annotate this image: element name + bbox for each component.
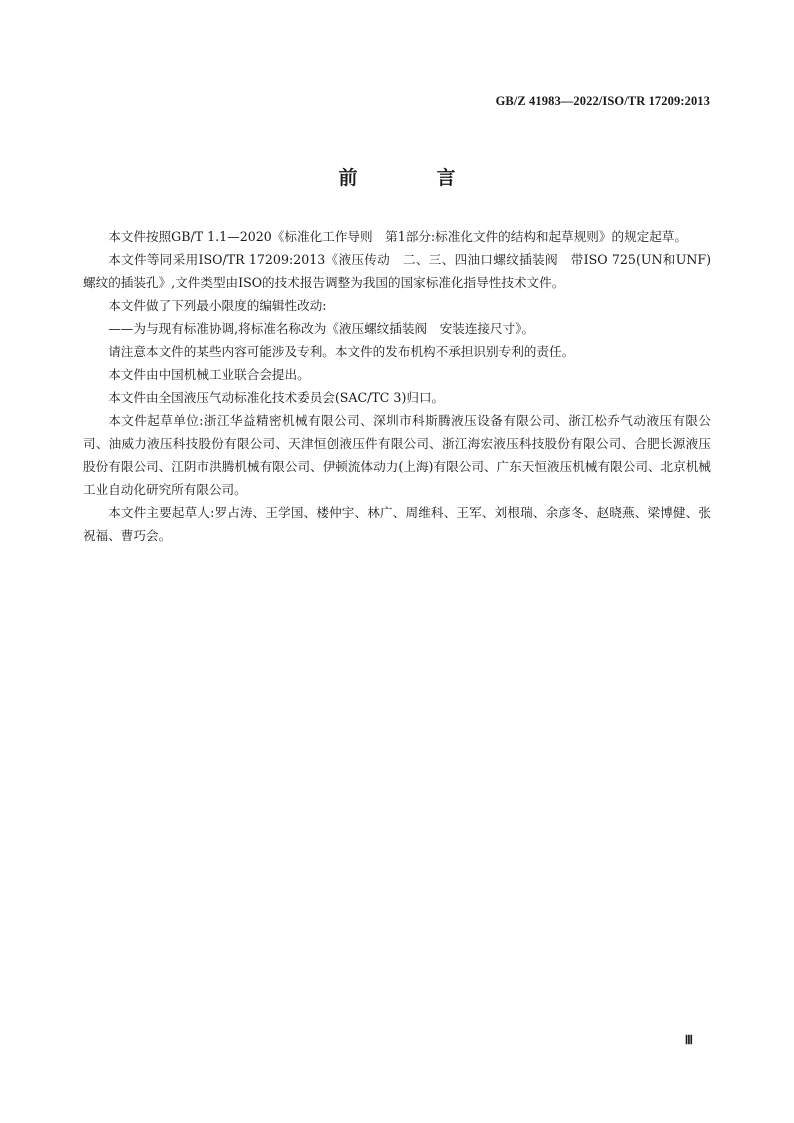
paragraph-drafters: 本文件主要起草人:罗占涛、王学国、楼仲宇、林广、周维科、王军、刘根瑞、余彦冬、赵晓燕、梁博健、张祝福、曹巧会。 [83,505,711,543]
page-number: Ⅲ [684,1033,693,1047]
paragraph-drafting-units: 本文件起草单位:浙江华益精密机械有限公司、深圳市科斯腾液压设备有限公司、浙江松乔气动液压有限公司、油威力液压科技股份有限公司、天津恒创液压件有限公司、浙江海宏液压科技股份有限公司、合肥长源液压股份有限公司、江阴市洪腾机械有限公司、伊顿流体动力(上海)有限公司、广东天恒液压机械有限公司、北京机械工业自动化研究所有限公司。 [83,413,711,497]
paragraph-name-change: ——为与现有标准协调,将标准名称改为《液压螺纹插装阀 安装连接尺寸》。 [108,321,535,336]
paragraph-editorial-changes: 本文件做了下列最小限度的编辑性改动: [108,298,327,313]
paragraph-committee: 本文件由全国液压气动标准化技术委员会(SAC/TC 3)归口。 [108,390,445,405]
foreword-body [83,225,711,547]
document-code: GB/Z 41983—2022/ISO/TR 17209:2013 [495,94,710,108]
page-title: 前 言 [338,167,486,189]
paragraph-drafting-rules: 本文件按照GB/T 1.1—2020《标准化工作导则 第1部分:标准化文件的结构和起草规则》的规定起草。 [108,229,688,244]
paragraph-patent-notice: 请注意本文件的某些内容可能涉及专利。本文件的发布机构不承担识别专利的责任。 [108,344,575,359]
paragraph-adoption: 本文件等同采用ISO/TR 17209:2013《液压传动 二、三、四油口螺纹插装阀 带ISO 725(UN和UNF)螺纹的插装孔》,文件类型由ISO的技术报告调整为我国的国家标准化指导性技术文件。 [83,252,711,290]
paragraph-proposer: 本文件由中国机械工业联合会提出。 [108,367,310,382]
